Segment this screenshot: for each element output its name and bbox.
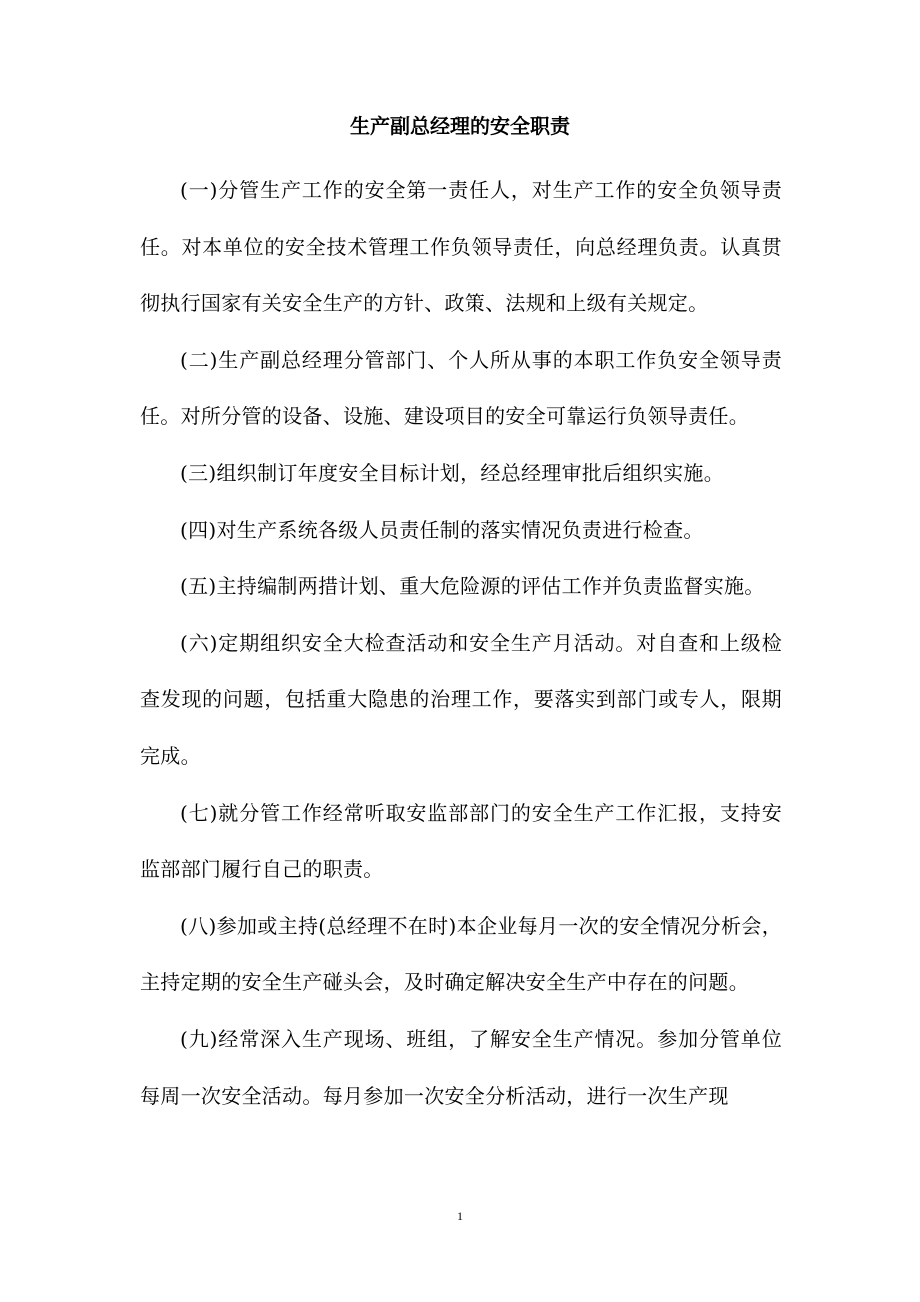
paragraph-1: (一)分管生产工作的安全第一责任人，对生产工作的安全负领导责任。对本单位的安全技术管理工作负领导责任，向总经理负责。认真贯彻执行国家有关安全生产的方针、政策、法规和上级有关规定。 [140, 178, 782, 316]
paragraph-9: (九)经常深入生产现场、班组，了解安全生产情况。参加分管单位每周一次安全活动。每月参加一次安全分析活动，进行一次生产现 [140, 1026, 782, 1108]
paragraph-6: (六)定期组织安全大检查活动和安全生产月活动。对自查和上级检查发现的问题，包括重大隐患的治理工作，要落实到部门或专人，限期完成。 [140, 630, 782, 768]
paragraph-7: (七)就分管工作经常听取安监部部门的安全生产工作汇报，支持安监部部门履行自己的职责。 [140, 800, 782, 882]
paragraph-4: (四)对生产系统各级人员责任制的落实情况负责进行检查。 [180, 517, 704, 542]
document-body [140, 162, 782, 1124]
paragraph-3: (三)组织制订年度安全目标计划，经总经理审批后组织实施。 [180, 460, 725, 485]
paragraph-2: (二)生产副总经理分管部门、个人所从事的本职工作负安全领导责任。对所分管的设备、设施、建设项目的安全可靠运行负领导责任。 [140, 347, 782, 429]
paragraph-8: (八)参加或主持(总经理不在时)本企业每月一次的安全情况分析会，主持定期的安全生产碰头会，及时确定解决安全生产中存在的问题。 [140, 913, 782, 995]
document-title: 生产副总经理的安全职责 [350, 114, 570, 138]
page-number: 1 [457, 1209, 463, 1223]
paragraph-5: (五)主持编制两措计划、重大危险源的评估工作并负责监督实施。 [180, 574, 765, 599]
